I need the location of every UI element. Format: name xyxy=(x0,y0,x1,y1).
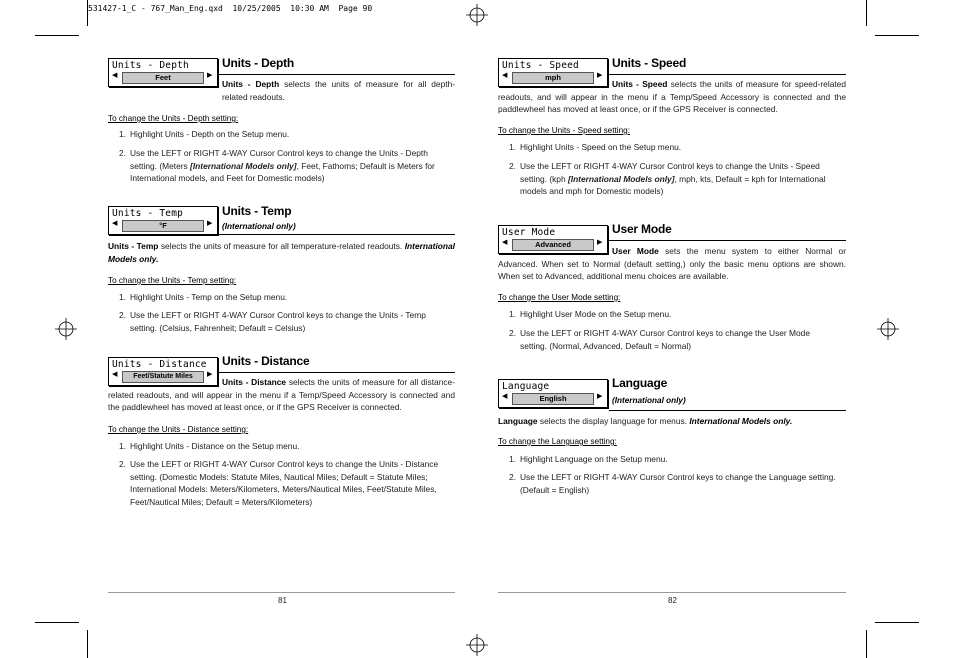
speed-howto-heading: To change the Units - Speed setting: xyxy=(498,126,630,135)
left-arrow-icon: ◀ xyxy=(112,220,118,227)
depth-screen-image xyxy=(108,58,218,87)
print-slug-header: 531427-1_C - 767_Man_Eng.qxd 10/25/2005 10:30 AM Page 90 xyxy=(88,4,373,13)
international-only-note: (International only) xyxy=(612,396,686,405)
screen-value: mph xyxy=(512,72,594,84)
screen-value: Feet xyxy=(122,72,204,84)
screen-label: Language xyxy=(502,381,550,392)
list-item: 2. Use the LEFT or RIGHT 4-WAY Cursor Control keys to change the User Mode setting. (Normal, Advanced, Default = Normal) xyxy=(509,328,810,351)
crop-mark xyxy=(35,35,79,36)
title-rule xyxy=(219,372,455,373)
title-rule xyxy=(219,234,455,235)
distance-howto-heading: To change the Units - Distance setting: xyxy=(108,425,249,434)
list-item: 1. Highlight Units - Temp on the Setup menu. xyxy=(119,292,288,302)
left-arrow-icon: ◀ xyxy=(112,371,118,378)
usermode-intro: User Mode sets the menu system to either Normal or Advanced. When set to Normal (default setting,) only the basic menu options are shown. When set to Advanced, additional menu choices are available. xyxy=(498,246,846,281)
crop-mark xyxy=(866,630,867,658)
registration-mark-icon xyxy=(877,318,899,340)
language-screen-image xyxy=(498,379,608,408)
list-item: 2. Use the LEFT or RIGHT 4-WAY Cursor Control keys to change the Units - Temp setting. (Celsius, Fahrenheit; Default = Celsius) xyxy=(119,310,426,333)
section-title-language: Language xyxy=(612,376,668,390)
registration-mark-icon xyxy=(466,4,488,26)
list-item: 2. Use the LEFT or RIGHT 4-WAY Cursor Control keys to change the Units - Speed setting. (kph [International Models only], mph, kts, Default = kph for International models and mph for Domestic models) xyxy=(509,161,826,196)
right-arrow-icon: ▶ xyxy=(207,72,213,79)
screen-label: Units - Temp xyxy=(112,208,184,219)
screen-value: English xyxy=(512,393,594,405)
language-howto-heading: To change the Language setting: xyxy=(498,437,617,446)
right-arrow-icon: ▶ xyxy=(207,371,213,378)
title-rule xyxy=(609,410,846,411)
temp-screen-image xyxy=(108,206,218,235)
list-item: 2. Use the LEFT or RIGHT 4-WAY Cursor Control keys to change the Language setting. (Default = English) xyxy=(509,472,836,495)
crop-mark xyxy=(35,622,79,623)
left-arrow-icon: ◀ xyxy=(502,393,508,400)
distance-intro: Units - Distance selects the units of measure for all distance-related readouts, and will appear in the menu if a Temp/Speed Accessory is connected and the paddlewheel has moved at least once, or if the GPS Receiver is connected. xyxy=(108,377,455,412)
screen-label: Units - Distance xyxy=(112,359,207,370)
list-item: 2. Use the LEFT or RIGHT 4-WAY Cursor Control keys to change the Units - Depth setting. (Meters [International Models only], Feet, Fathoms; Default is Meters for International models, and Feet for Domestic models) xyxy=(119,148,435,183)
left-arrow-icon: ◀ xyxy=(112,72,118,79)
page-number: 82 xyxy=(668,596,677,605)
registration-mark-icon xyxy=(466,634,488,656)
right-arrow-icon: ▶ xyxy=(207,220,213,227)
screen-label: Units - Speed xyxy=(502,60,579,71)
list-item: 1. Highlight Language on the Setup menu. xyxy=(509,454,668,464)
list-item: 2. Use the LEFT or RIGHT 4-WAY Cursor Control keys to change the Units - Distance setting. (Domestic Models: Statute Miles, Nautical Miles; Default = Statute Miles; International Models: Meters/Kilometers, Meters/Nautical Miles, Feet/Statute Miles, Feet/Nautical Miles; Default = Meters/Kilometers) xyxy=(119,459,439,507)
international-only-note: (International only) xyxy=(222,222,296,231)
footer-rule xyxy=(108,592,455,593)
right-arrow-icon: ▶ xyxy=(597,239,603,246)
title-rule xyxy=(219,74,455,75)
left-arrow-icon: ◀ xyxy=(502,72,508,79)
language-intro: Language selects the display language for menus. International Models only. xyxy=(498,416,793,426)
section-title-units-speed: Units - Speed xyxy=(612,56,687,70)
footer-rule xyxy=(498,592,846,593)
title-rule xyxy=(609,74,846,75)
crop-mark xyxy=(875,35,919,36)
section-title-units-temp: Units - Temp xyxy=(222,204,292,218)
registration-mark-icon xyxy=(55,318,77,340)
crop-mark xyxy=(875,622,919,623)
page-number: 81 xyxy=(278,596,287,605)
speed-intro: Units - Speed selects the units of measure for speed-related readouts, and will appear in the menu if a Temp/Speed Accessory is connected and the paddlewheel has moved at least once, or if the GPS Receiver is connected. xyxy=(498,79,846,114)
right-arrow-icon: ▶ xyxy=(597,72,603,79)
screen-label: Units - Depth xyxy=(112,60,189,71)
crop-mark xyxy=(87,0,88,26)
list-item: 1. Highlight User Mode on the Setup menu. xyxy=(509,309,672,319)
title-rule xyxy=(609,240,846,241)
screen-label: User Mode xyxy=(502,227,556,238)
section-title-user-mode: User Mode xyxy=(612,222,672,236)
crop-mark xyxy=(87,630,88,658)
screen-value: Feet/Statute Miles xyxy=(122,371,204,383)
list-item: 1. Highlight Units - Depth on the Setup menu. xyxy=(119,129,290,139)
temp-intro: Units - Temp selects the units of measure for all temperature-related readouts. International Models only. xyxy=(108,241,455,264)
screen-value: °F xyxy=(122,220,204,232)
screen-value: Advanced xyxy=(512,239,594,251)
section-title-units-distance: Units - Distance xyxy=(222,354,310,368)
crop-mark xyxy=(866,0,867,26)
usermode-howto-heading: To change the User Mode setting: xyxy=(498,293,621,302)
list-item: 1. Highlight Units - Speed on the Setup menu. xyxy=(509,142,682,152)
depth-howto-heading: To change the Units - Depth setting: xyxy=(108,114,239,123)
temp-howto-heading: To change the Units - Temp setting: xyxy=(108,276,237,285)
section-title-units-depth: Units - Depth xyxy=(222,56,295,70)
left-arrow-icon: ◀ xyxy=(502,239,508,246)
depth-intro: Units - Depth selects the units of measure for all depth-related readouts. xyxy=(222,79,456,102)
list-item: 1. Highlight Units - Distance on the Setup menu. xyxy=(119,441,300,451)
right-arrow-icon: ▶ xyxy=(597,393,603,400)
